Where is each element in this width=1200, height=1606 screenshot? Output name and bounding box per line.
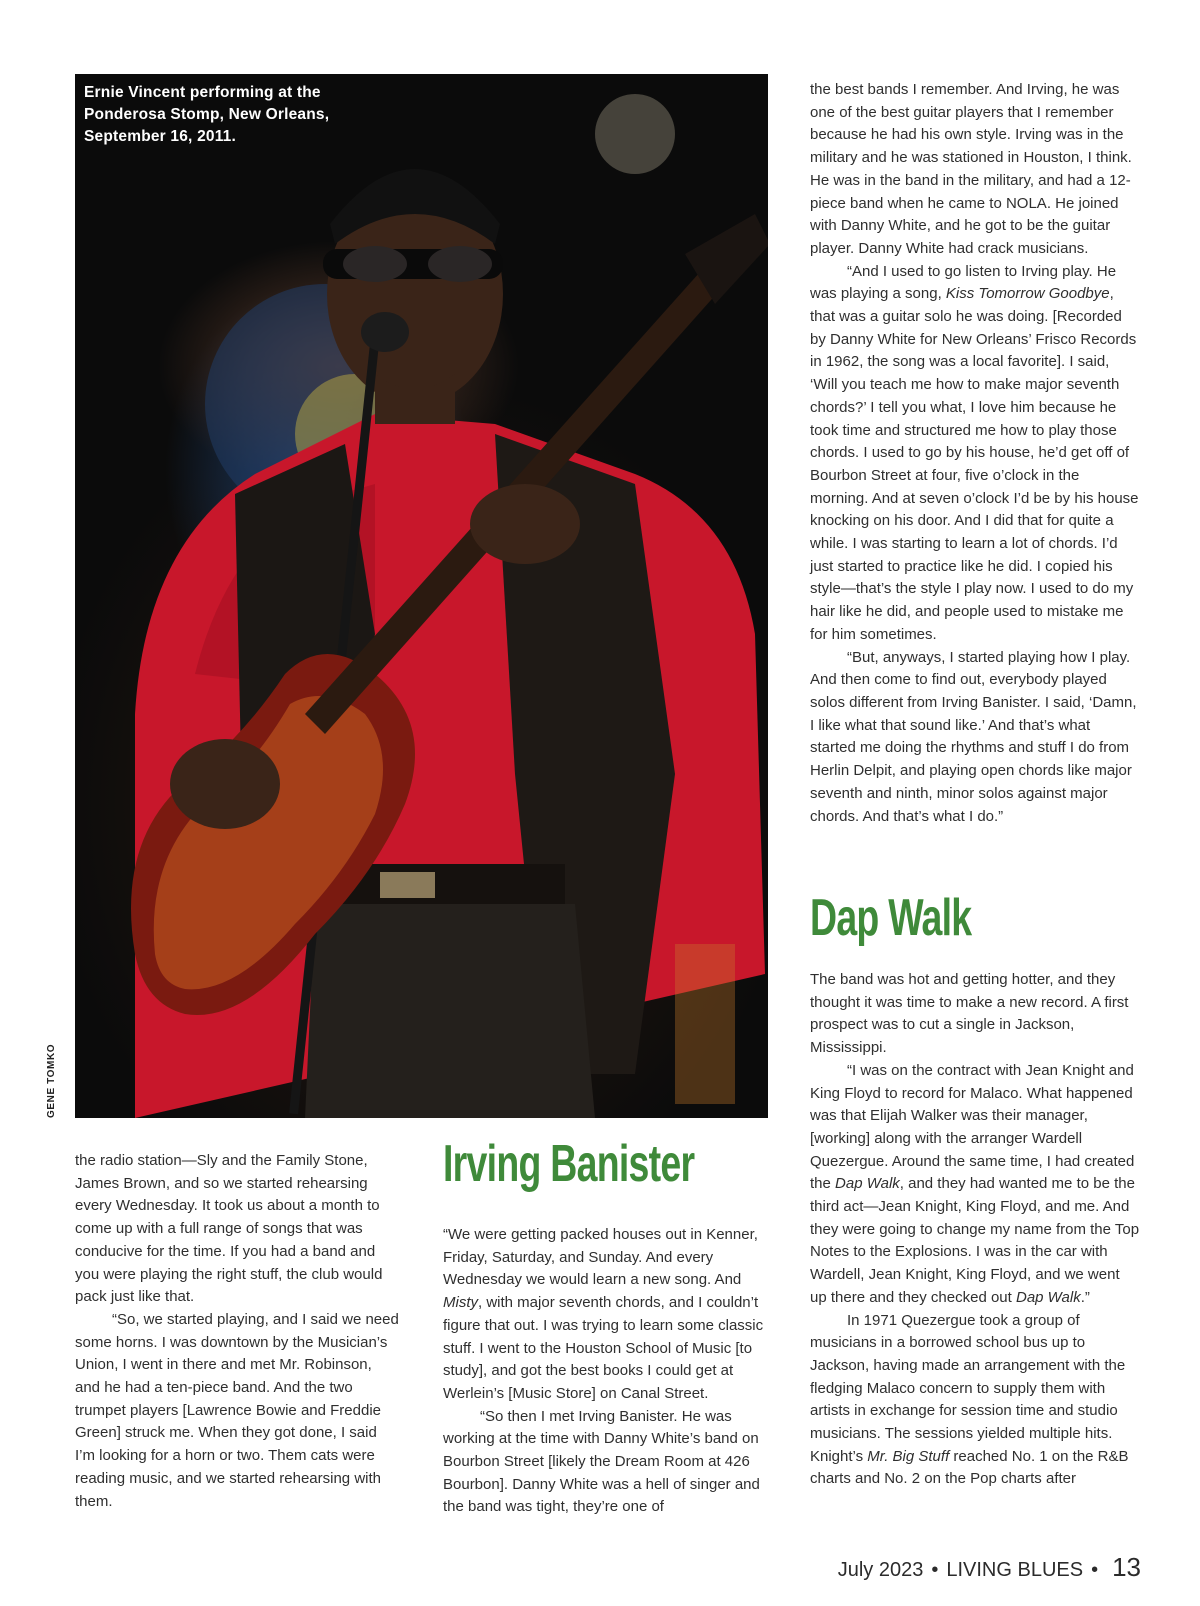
text-run: “I was on the contract with Jean Knight and King Floyd to record for Malaco. What happened was that Elijah Walker was their manager, [working] along with the arranger Wardell Quezergue. Around the same time, I had created the	[810, 1061, 1135, 1193]
song-title: Dap Walk	[835, 1175, 900, 1193]
text-run: “And I used to go listen to Irving play. He was playing a song,	[810, 262, 1117, 303]
paragraph	[810, 1310, 1140, 1492]
paragraph: The band was hot and getting hotter, and they thought it was time to make a new record. A first prospect was to cut a single in Jackson, Mississippi.	[810, 971, 1129, 1057]
article-column-right-top	[810, 79, 1140, 828]
page-footer	[838, 1552, 1141, 1583]
performer-photo	[75, 74, 768, 1118]
performer-illustration	[75, 74, 768, 1118]
paragraph	[443, 1224, 773, 1406]
section-heading-irving-banister: Irving Banister	[443, 1135, 695, 1193]
photo-credit: GENE TOMKO	[46, 1043, 57, 1118]
song-title: Misty	[443, 1294, 478, 1312]
song-title: Mr. Big Stuff	[867, 1447, 950, 1465]
article-column-left	[75, 1150, 400, 1513]
paragraph	[810, 261, 1140, 647]
text-run: reached No. 1 on the R&B charts and No. 2 on the Pop charts after	[810, 1447, 1129, 1488]
text-run: In 1971 Quezergue took a group of musicians in a borrowed school bus up to Jackson, having made an arrangement with the fledging Malaco concern to supply them with artists in exchange for session time and studio musicians. The sessions yielded multiple hits. Knight’s	[810, 1311, 1126, 1465]
text-run: , with major seventh chords, and I couldn’t figure that out. I was trying to learn some classic stuff. I went to the Houston School of Music [to study], and got the best books I could get at Werlein’s [Music Store] on Canal Street.	[443, 1294, 764, 1402]
text-run: , and they had wanted me to be the third act—Jean Knight, King Floyd, and me. And they were going to change my name from the Top Notes to the Explosions. I was in the car with Wardell, Jean Knight, King Floyd, and we went up there and they checked out	[810, 1175, 1140, 1306]
paragraph: “But, anyways, I started playing how I play. And then come to find out, everybody played solos different from Irving Banister. I said, ‘Damn, I like what that sound like.’ And that’s what started me doing the rhythms and stuff I do from Herlin Delpit, and playing open chords like major seventh and ninth, minor solos against major chords. And that’s what I do.”	[810, 648, 1137, 825]
paragraph: the radio station—Sly and the Family Stone, James Brown, and so we started rehearsing every Wednesday. It took us about a month to come up with a full range of songs that was conducive for the time. If you had a band and you were playing the right stuff, the club would pack just like that.	[75, 1152, 383, 1306]
page-number: 13	[1112, 1552, 1141, 1582]
paragraph: “So, we started playing, and I said we need some horns. I was downtown by the Musician’s Union, I went in there and met Mr. Robinson, and he had a ten-piece band. And the two trumpet players [Lawrence Bowie and Freddie Green] struck me. When they got done, I said I’m looking for a horn or two. Them cats were reading music, and we started rehearsing with them.	[75, 1310, 399, 1510]
paragraph: “So then I met Irving Banister. He was working at the time with Danny White’s band on Bourbon Street [likely the Dream Room at 426 Bourbon]. Danny White was a hell of singer and the band was tight, they’re one of	[443, 1407, 760, 1516]
article-column-middle	[443, 1224, 773, 1519]
issue-date: July 2023	[837, 1559, 924, 1581]
article-column-right-bottom	[810, 969, 1140, 1491]
paragraph	[810, 1060, 1140, 1310]
section-heading-dap-walk: Dap Walk	[810, 889, 972, 947]
separator: •	[1091, 1559, 1099, 1581]
text-run: “We were getting packed houses out in Kenner, Friday, Saturday, and Sunday. And every Wednesday we would learn a new song. And	[443, 1226, 758, 1289]
photo-caption: Ernie Vincent performing at the Ponderosa Stomp, New Orleans, September 16, 2011.	[84, 84, 330, 145]
song-title: Kiss Tomorrow Goodbye	[945, 285, 1110, 303]
paragraph: the best bands I remember. And Irving, he was one of the best guitar players that I remember because he had his own style. Irving was in the military and he was stationed in Houston, I think. He was in the band in the military, and had a 12-piece band when he came to NOLA. He joined with Danny White, and he got to be the guitar player. Danny White had crack musicians.	[810, 81, 1132, 257]
text-run: , that was a guitar solo he was doing. [Recorded by Danny White for New Orleans’ Frisco Records in 1962, the song was a local favorite]. I said, ‘Will you teach me how to make major seventh chords?’ I tell you what, I love him because he took time and structured me how to play those chords. I used to go by his house, he’d get off of Bourbon Street at four, five o’clock in the morning. And at seven o’clock I’d be by his house knocking on his door. And I did that for quite a while. I was starting to learn a lot of chords. I’d just started to practice like he did. I copied his style—that’s the style I play now. I used to do my hair like he did, and people used to mistake me for him sometimes.	[810, 285, 1139, 643]
song-title: Dap Walk	[1015, 1288, 1081, 1306]
magazine-name: LIVING BLUES	[946, 1559, 1084, 1581]
text-run: .”	[1080, 1288, 1090, 1306]
separator: •	[931, 1559, 939, 1581]
